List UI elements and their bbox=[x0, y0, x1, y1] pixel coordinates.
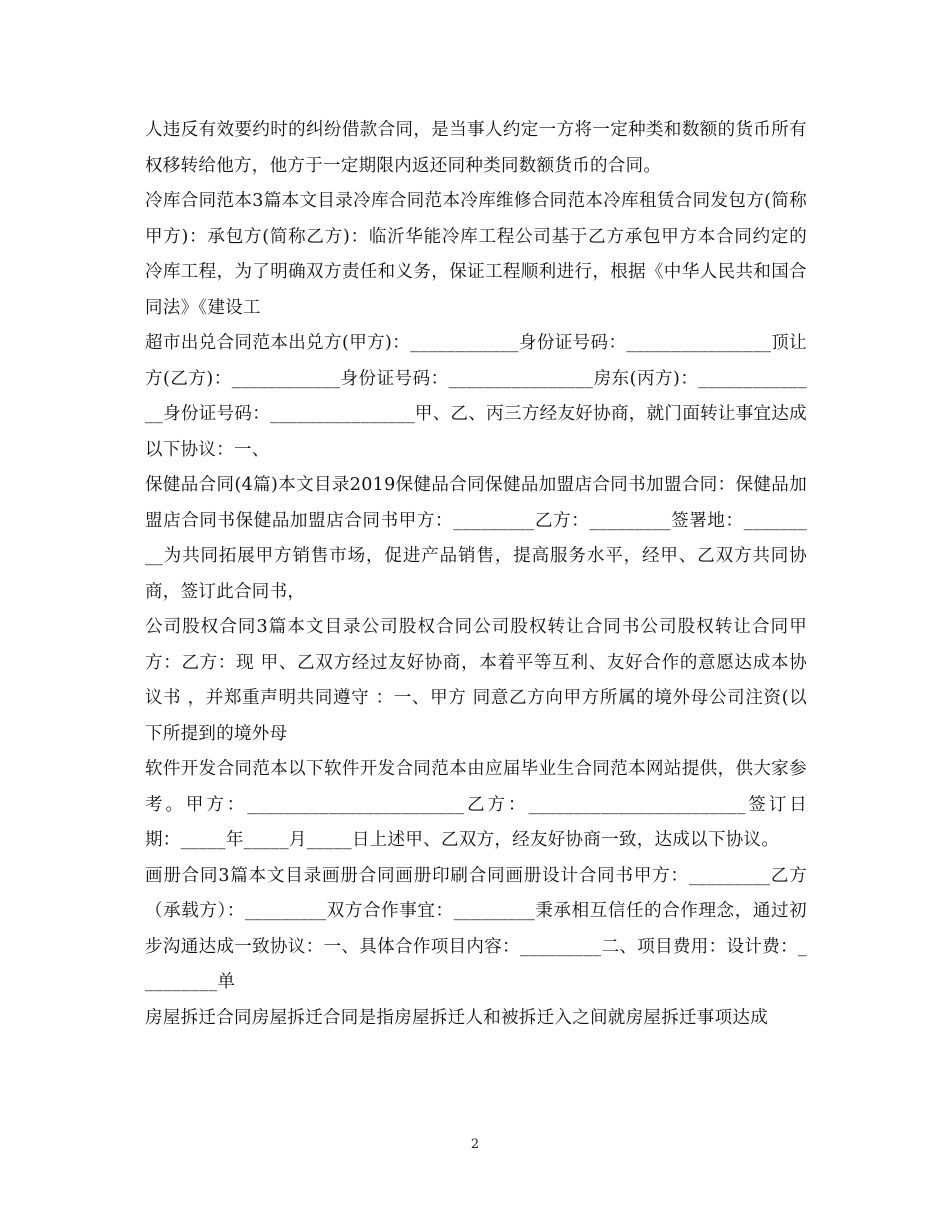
paragraph-equity-contract: 公司股权合同3篇本文目录公司股权合同公司股权转让合同书公司股权转让合同甲方：乙方：现 甲、乙双方经过友好协商，本着平等互利、友好合作的意愿达成本协议书 ，并郑重声明共同遵守 ：一、甲方 同意乙方向甲方所属的境外母公司注资(以下所提到的境外母 bbox=[145, 617, 807, 744]
paragraph-cold-storage-contract: 冷库合同范本3篇本文目录冷库合同范本冷库维修合同范本冷库租赁合同发包方(简称甲方)：承包方(简称乙方)：临沂华能冷库工程公司基于乙方承包甲方本合同约定的冷库工程，为了明确双方责任和义务，保证工程顺利进行，根据《中华人民共和国合同法》《建设工 bbox=[145, 191, 807, 318]
paragraph-health-product-contract: 保健品合同(4篇)本文目录2019保健品合同保健品加盟店合同书加盟合同：保健品加盟店合同书保健品加盟店合同书甲方：_________乙方：_________签署地：_________为共同拓展甲方销售市场，促进产品销售，提高服务水平，经甲、乙双方共同协商，签订此合同书， bbox=[145, 475, 807, 602]
paragraph-supermarket-transfer-contract: 超市出兑合同范本出兑方(甲方)：____________身份证号码：________________顶让方(乙方)：____________身份证号码：________________房东(丙方)：______________身份证号码：________________甲、乙、丙三方经友好协商，就门面转让事宜达成以下协议：一、 bbox=[145, 333, 807, 460]
paragraph-software-contract: 软件开发合同范本以下软件开发合同范本由应届毕业生合同范本网站提供，供大家参考。甲方：________________________乙方：________________________签订日期：_____年_____月_____日上述甲、乙双方，经友好协商一致，达成以下协议。 bbox=[145, 759, 807, 850]
paragraph-loan-contract: 人违反有效要约时的纠纷借款合同，是当事人约定一方将一定种类和数额的货币所有权移转给他方，他方于一定期限内返还同种类同数额货币的合同。 bbox=[145, 120, 807, 176]
paragraph-brochure-contract: 画册合同3篇本文目录画册合同画册印刷合同画册设计合同书甲方：_________乙方（承载方）：_________双方合作事宜：_________秉承相互信任的合作理念，通过初步沟通达成一致协议：一、具体合作项目内容：_________二、项目费用：设计费：_________单 bbox=[145, 865, 807, 992]
document-body bbox=[145, 113, 807, 1036]
page-number: 2 bbox=[470, 1137, 480, 1152]
paragraph-demolition-contract: 房屋拆迁合同房屋拆迁合同是指房屋拆迁人和被拆迁入之间就房屋拆迁事项达成 bbox=[145, 1007, 768, 1028]
